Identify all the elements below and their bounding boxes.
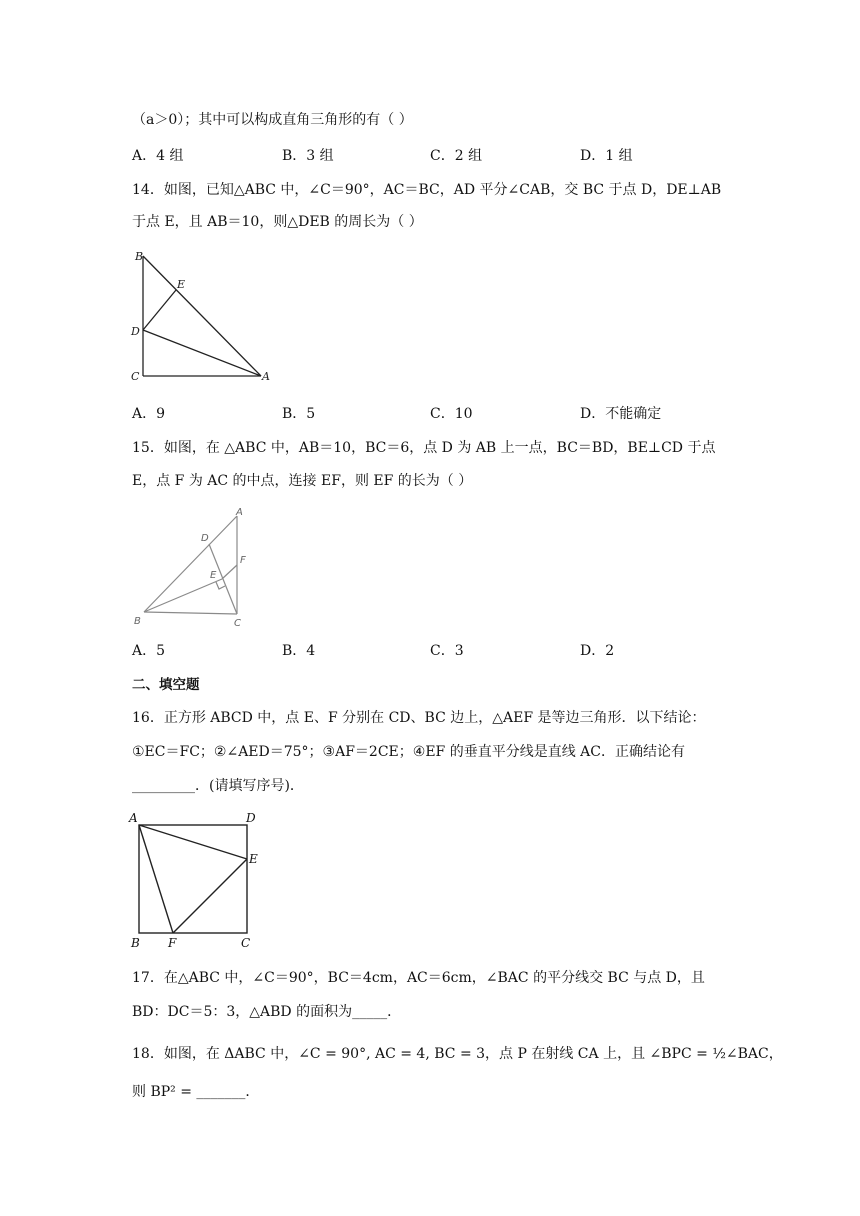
q13-tail-text: （a＞0）；其中可以构成直角三角形的有（ ） [132,112,413,128]
q15-question-line1: 15．如图，在 △ABC 中，AB＝10，BC＝6，点 D 为 AB 上一点，BC＝BD，BE⊥CD 于点 [132,440,716,456]
q14-option-b: B．5 [282,406,316,422]
q13-option-d: D．1 组 [580,148,633,164]
q16-question-line1: 16．正方形 ABCD 中，点 E、F 分别在 CD、BC 边上，△AEF 是等边三角形．以下结论： [132,710,706,726]
q16-label-d: D [246,811,256,825]
q14-label-a: A [262,370,270,383]
q14-option-c: C．10 [430,406,473,422]
q14-option-a: A．9 [132,406,166,422]
q15-label-d: D [201,533,209,544]
q15-label-b: B [134,616,141,627]
q14-label-c: C [131,370,140,383]
q14-question-line1: 14．如图，已知△ABC 中，∠C＝90°，AC＝BC，AD 平分∠CAB，交 BC 于点 D，DE⊥AB [132,182,722,198]
q15-label-c: C [234,618,241,629]
q15-question-line2: E，点 F 为 AC 的中点，连接 EF，则 EF 的长为（ ） [132,473,473,489]
q16-label-b: B [131,936,140,950]
q16-square-diagram [128,808,268,950]
q16-label-a: A [129,811,138,825]
q16-question-line3: _________．(请填写序号)． [132,778,304,794]
q16-figure [128,808,268,950]
q15-label-f: F [240,555,246,566]
q16-label-f: F [168,936,177,950]
q15-option-d: D．2 [580,643,615,659]
q15-option-b: B．4 [282,643,316,659]
q13-option-a: A．4 组 [132,148,184,164]
q16-label-e: E [249,852,258,866]
q17-question-line2: BD：DC＝5：3，△ABD 的面积为_____． [132,1004,402,1020]
q16-question-line2: ①EC＝FC；②∠AED＝75°；③AF＝2CE；④EF 的垂直平分线是直线 AC．正确结论有 [132,744,685,760]
q14-label-b: B [135,250,144,263]
q15-option-a: A．5 [132,643,166,659]
q15-option-c: C．3 [430,643,464,659]
q18-question-line2: 则 BP² = _______． [132,1084,260,1100]
q14-label-e: E [177,278,186,291]
q13-option-b: B．3 组 [282,148,334,164]
q14-label-d: D [131,325,140,338]
q15-triangle-diagram [130,504,260,630]
q16-label-c: C [241,936,251,950]
q14-option-d: D．不能确定 [580,406,662,422]
q14-figure [128,248,278,386]
q18-question-line1: 18．如图，在 ΔABC 中，∠C = 90°, AC = 4, BC = 3，点 P 在射线 CA 上，且 ∠BPC = ½∠BAC， [132,1046,783,1062]
q15-label-a: A [236,507,243,518]
section-title-fill-in: 二、填空题 [132,677,200,693]
q15-label-e: E [210,570,217,581]
q17-question-line1: 17．在△ABC 中，∠C＝90°，BC＝4cm，AC＝6cm，∠BAC 的平分线交 BC 与点 D，且 [132,970,705,986]
q14-question-line2: 于点 E，且 AB＝10，则△DEB 的周长为（ ） [132,214,423,230]
q14-triangle-diagram [128,248,278,386]
q13-option-c: C．2 组 [430,148,483,164]
q15-figure [130,504,260,630]
